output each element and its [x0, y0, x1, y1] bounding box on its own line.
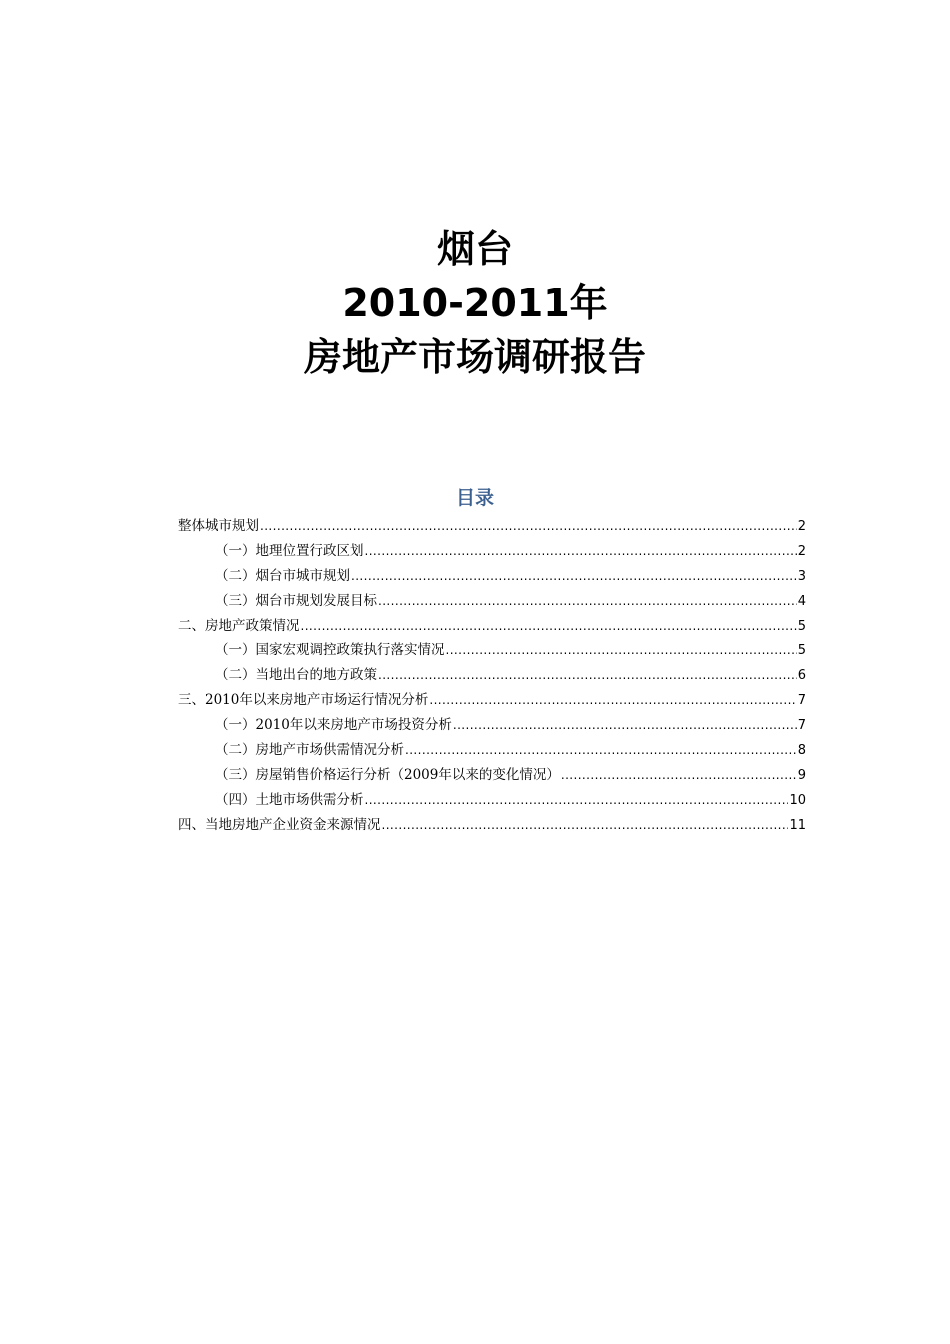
toc-dot-leader [378, 663, 797, 688]
toc-entry[interactable] [178, 638, 806, 663]
toc-entry[interactable] [178, 813, 806, 838]
toc-entry[interactable] [178, 788, 806, 813]
toc-entry-label: （四）土地市场供需分析 [215, 791, 364, 808]
toc-entry-page-number: 11 [789, 817, 806, 833]
toc-dot-leader [446, 638, 797, 663]
toc-entry[interactable] [178, 688, 806, 713]
toc-dot-leader [301, 614, 797, 639]
toc-entry-page-number: 2 [797, 543, 806, 559]
toc-entry-label: （三）烟台市规划发展目标 [215, 592, 377, 609]
toc-entry-label: （一）国家宏观调控政策执行落实情况 [215, 642, 445, 659]
toc-entry-label: （三）房屋销售价格运行分析（2009年以来的变化情况） [215, 766, 560, 783]
toc-entry[interactable] [178, 589, 806, 614]
toc-dot-leader [405, 738, 797, 763]
toc-entry-label: （二）房地产市场供需情况分析 [215, 742, 404, 759]
table-of-contents [178, 514, 806, 838]
toc-entry[interactable] [178, 713, 806, 738]
toc-dot-leader [365, 539, 797, 564]
toc-entry-page-number: 4 [797, 593, 806, 609]
toc-entry-page-number: 9 [797, 767, 806, 783]
toc-entry[interactable] [178, 614, 806, 639]
toc-entry-label: （二）当地出台的地方政策 [215, 667, 377, 684]
toc-dot-leader [382, 813, 789, 838]
toc-entry-page-number: 10 [789, 792, 806, 808]
toc-entry-label: （一）2010年以来房地产市场投资分析 [215, 717, 452, 734]
toc-entry[interactable] [178, 738, 806, 763]
toc-entry-page-number: 2 [797, 519, 806, 534]
toc-entry-label: 二、房地产政策情况 [178, 617, 300, 634]
title-years: 2010-2011年 [342, 281, 608, 325]
toc-entry-page-number: 5 [797, 618, 806, 634]
toc-entry[interactable] [178, 514, 806, 539]
toc-entry[interactable] [178, 763, 806, 788]
title-subject: 房地产市场调研报告 [303, 335, 646, 379]
toc-entry-label: （一）地理位置行政区划 [215, 542, 364, 559]
toc-dot-leader [453, 713, 797, 738]
toc-entry-page-number: 3 [797, 568, 806, 584]
toc-entry[interactable] [178, 663, 806, 688]
toc-entry-page-number: 8 [797, 743, 806, 759]
title-city: 烟台 [436, 227, 513, 271]
toc-dot-leader [351, 564, 797, 589]
toc-dot-leader [429, 688, 796, 713]
document-title [0, 222, 950, 384]
toc-dot-leader [260, 514, 797, 539]
toc-dot-leader [378, 589, 797, 614]
toc-entry-label: （二）烟台市城市规划 [215, 567, 350, 584]
toc-entry[interactable] [178, 564, 806, 589]
toc-dot-leader [561, 763, 797, 788]
toc-entry-label: 三、2010年以来房地产市场运行情况分析 [178, 692, 429, 709]
toc-entry-label: 整体城市规划 [178, 518, 259, 534]
toc-entry-page-number: 5 [797, 643, 806, 659]
toc-heading: 目录 [455, 487, 494, 509]
toc-entry-label: 四、当地房地产企业资金来源情况 [178, 816, 381, 833]
toc-entry-page-number: 6 [797, 668, 806, 684]
toc-entry[interactable] [178, 539, 806, 564]
toc-entry-page-number: 7 [797, 693, 806, 709]
toc-entry-page-number: 7 [797, 718, 806, 734]
toc-dot-leader [365, 788, 789, 813]
